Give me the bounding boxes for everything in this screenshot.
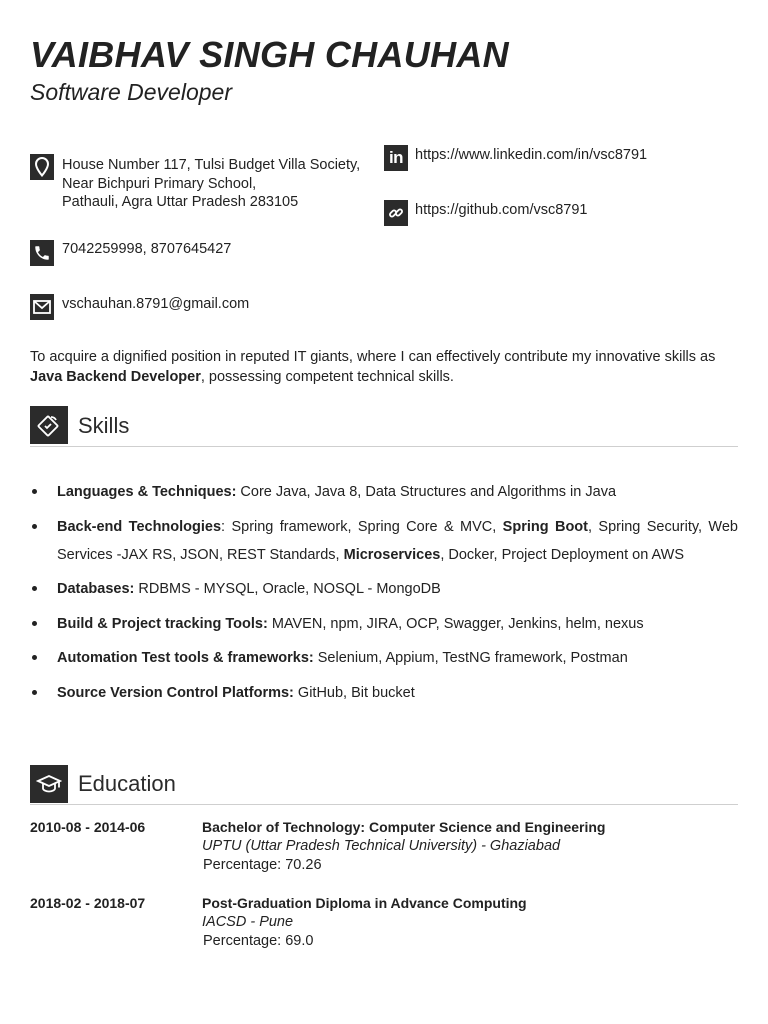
github-link[interactable]: https://github.com/vsc8791 xyxy=(415,202,588,218)
skill-text: , Docker, Project Deployment on AWS xyxy=(440,546,684,563)
address-line: House Number 117, Tulsi Budget Villa Society, xyxy=(62,157,361,173)
education-heading: Education xyxy=(78,771,176,796)
skill-category: Databases: xyxy=(57,581,135,597)
skills-list xyxy=(30,478,738,713)
skill-category: Source Version Control Platforms: xyxy=(57,684,294,701)
job-title: Software Developer xyxy=(30,79,232,105)
skill-item xyxy=(30,513,738,569)
section-divider xyxy=(30,804,738,805)
linkedin-icon: in xyxy=(384,145,408,171)
education-dates: 2010-08 - 2014-06 xyxy=(30,819,146,835)
skill-item xyxy=(30,610,738,638)
education-dates: 2018-02 - 2018-07 xyxy=(30,895,146,911)
skill-category: Languages & Techniques: xyxy=(57,484,237,500)
location-pin-icon xyxy=(30,154,54,180)
skill-category: Back-end Technologies xyxy=(57,518,222,535)
skill-item xyxy=(30,679,738,707)
candidate-name: VAIBHAV SINGH CHAUHAN xyxy=(30,34,509,75)
skill-text: RDBMS - MYSQL, Oracle, NOSQL - MongoDB xyxy=(134,581,441,597)
career-objective xyxy=(30,347,742,387)
skill-text: , Spring Security, Web Services -JAX RS, JSON, REST Standards, xyxy=(57,518,738,563)
email-link[interactable]: vschauhan.8791@gmail.com xyxy=(62,296,250,312)
skill-text: MAVEN, npm, JIRA, OCP, Swagger, Jenkins, helm, nexus xyxy=(267,615,644,632)
address-line: Pathauli, Agra Uttar Pradesh 283105 xyxy=(62,194,299,210)
envelope-icon xyxy=(30,294,54,320)
education-institution: UPTU (Uttar Pradesh Technical University) - Ghaziabad xyxy=(202,838,561,854)
education-percentage: Percentage: 70.26 xyxy=(203,857,322,873)
skills-heading: Skills xyxy=(78,413,130,438)
section-divider xyxy=(30,446,738,447)
skill-item xyxy=(30,644,738,672)
skill-category: Build & Project tracking Tools: xyxy=(57,615,268,632)
linkedin-link[interactable]: https://www.linkedin.com/in/vsc8791 xyxy=(415,147,648,163)
objective-text: , possessing competent technical skills. xyxy=(200,369,454,385)
phone-numbers: 7042259998, 8707645427 xyxy=(62,241,232,257)
skill-item xyxy=(30,478,738,506)
skill-text: : Spring framework, Spring Core & MVC, xyxy=(221,518,503,535)
skills-icon xyxy=(30,406,68,444)
education-degree: Bachelor of Technology: Computer Science and Engineering xyxy=(202,819,606,835)
objective-text: To acquire a dignified position in reputed IT giants, where I can effectively contribute my innovative skills as xyxy=(30,349,716,365)
skill-text: Core Java, Java 8, Data Structures and Algorithms in Java xyxy=(236,484,617,500)
address-line: Near Bichpuri Primary School, xyxy=(62,176,257,192)
skill-text: GitHub, Bit bucket xyxy=(293,684,415,701)
skill-category: Automation Test tools & frameworks: xyxy=(57,650,314,666)
skill-category: Microservices xyxy=(343,546,441,563)
phone-icon xyxy=(30,240,54,266)
education-degree: Post-Graduation Diploma in Advance Computing xyxy=(202,895,527,911)
skill-item xyxy=(30,575,738,603)
education-percentage: Percentage: 69.0 xyxy=(203,933,314,949)
graduation-cap-icon xyxy=(30,765,68,803)
link-icon xyxy=(384,200,408,226)
objective-highlight: Java Backend Developer xyxy=(30,369,201,385)
education-institution: IACSD - Pune xyxy=(202,914,294,930)
skill-category: Spring Boot xyxy=(502,518,588,535)
skill-text: Selenium, Appium, TestNG framework, Postman xyxy=(313,650,628,666)
